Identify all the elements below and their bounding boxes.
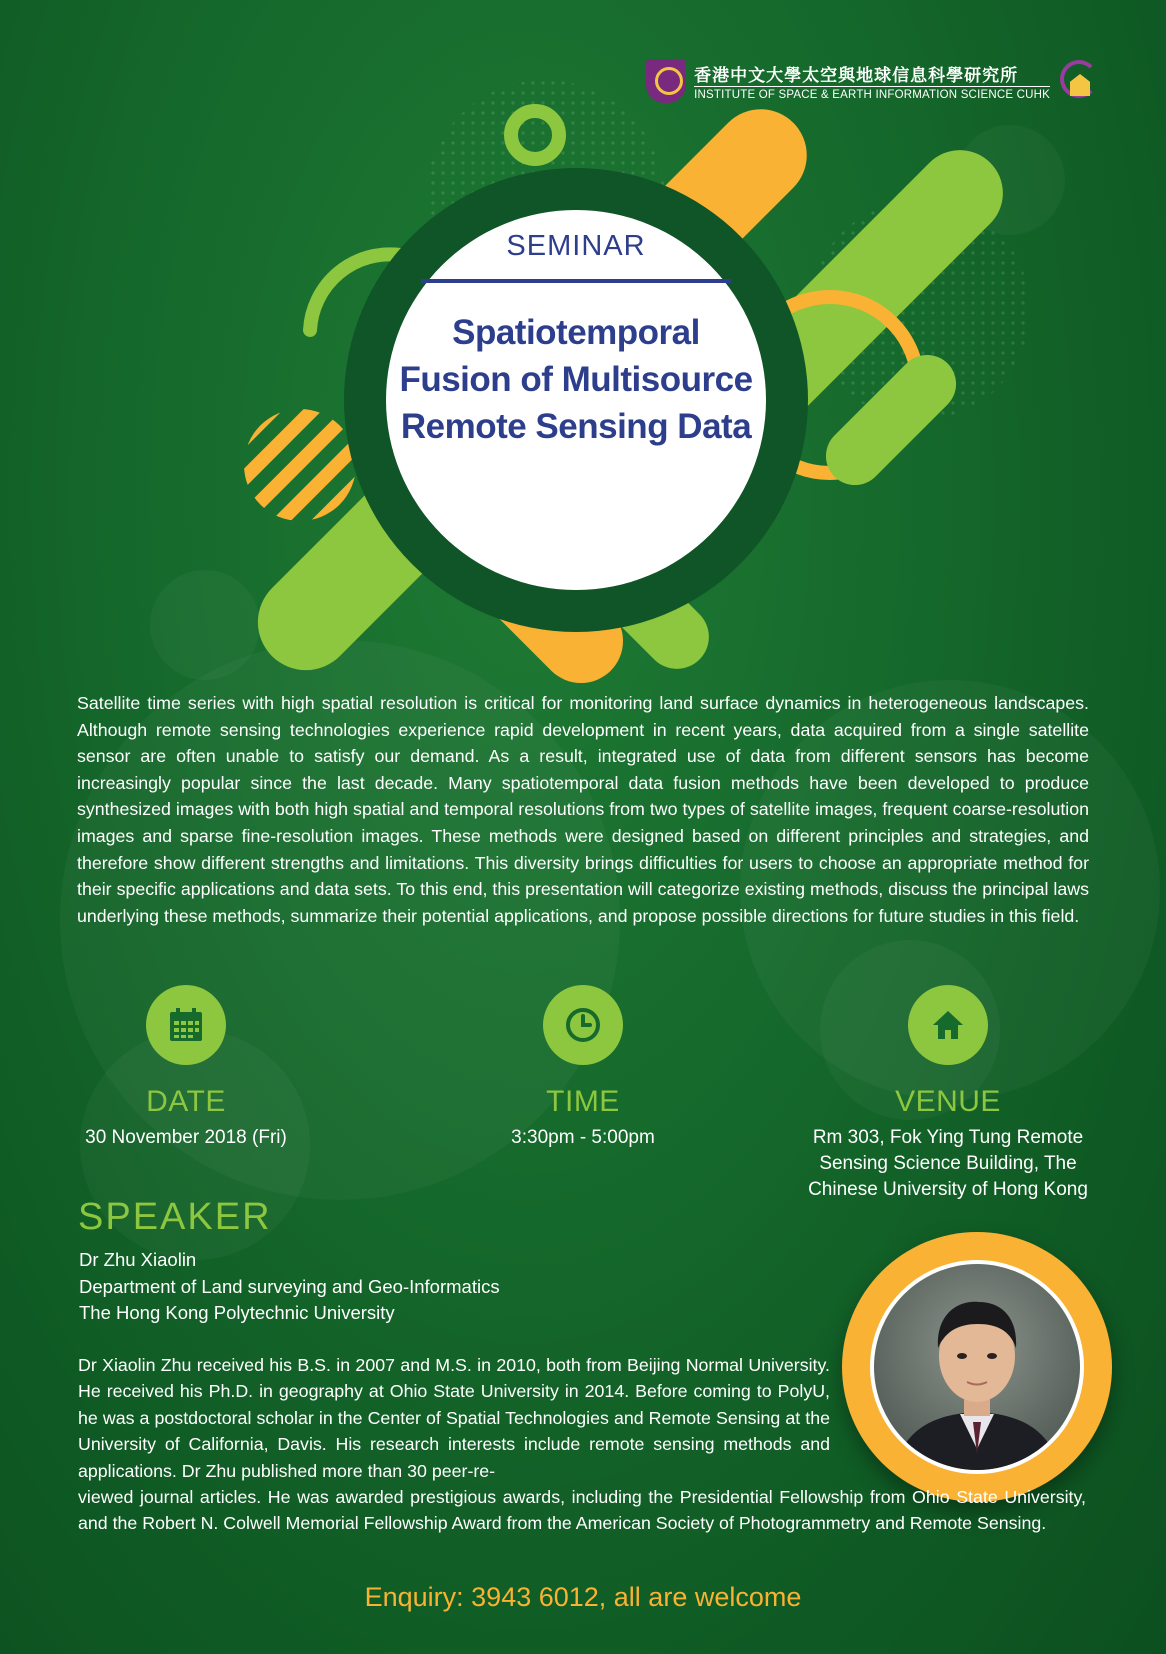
venue-section xyxy=(778,985,1118,1203)
speaker-department: Department of Land surveying and Geo-Informatics xyxy=(79,1275,500,1297)
speaker-info xyxy=(79,1247,500,1327)
institute-chinese-name: 香港中文大學太空與地球信息科學研究所 xyxy=(694,66,1019,86)
seminar-title: Spatiotemporal Fusion of Multisource Remote Sensing Data xyxy=(399,313,753,446)
enquiry-text: Enquiry: 3943 6012, all are welcome xyxy=(364,1582,802,1612)
speaker-bio-part1: Dr Xiaolin Zhu received his B.S. in 2007 and M.S. in 2010, both from Beijing Normal University. He received his Ph.D. in geography at Ohio State University in 2014. Before coming to PolyU, he was a postdoctoral scholar in the Center of Spatial Technologies and Remote Sensing at the University of California, Davis. His research interests include remote sensing methods and applications. Dr Zhu published more than 30 peer-re- xyxy=(78,1355,830,1481)
green-arc-shape xyxy=(310,254,400,330)
speaker-heading: SPEAKER xyxy=(78,1196,272,1238)
home-icon xyxy=(908,985,988,1065)
venue-heading: VENUE xyxy=(895,1085,1001,1118)
seminar-label: SEMINAR xyxy=(506,230,646,262)
time-value: 3:30pm - 5:00pm xyxy=(511,1127,655,1148)
speaker-bio-part2: viewed journal articles. He was awarded prestigious awards, including the Presidential Fellowship from Ohio State University, and the Robert N. Colwell Memorial Fellowship Award from the American Society of Photogrammetry and Remote Sensing. xyxy=(78,1487,1086,1534)
speaker-bio xyxy=(78,1352,1086,1537)
divider xyxy=(421,279,731,283)
abstract-text: Satellite time series with high spatial resolution is critical for monitoring land surface dynamics in heterogeneous landscapes. Although remote sensing technologies experience rapid development in recent years, data acquired from a single satellite sensor are often unable to satisfy our demand. As a result, integrated use of data from different sensors has become increasingly popular since the last decade. Many spatiotemporal data fusion methods have been developed to produce synthesized images with both high spatial and temporal resolutions from two types of satellite images, frequent coarse-resolution images and sparse fine-resolution images. These methods were designed based on different principles and strategies, and therefore show different strengths and limitations. This diversity brings difficulties for users to choose an appropriate method for their specific applications and data sets. To this end, this presentation will categorize existing methods, discuss the principal laws underlying these methods, summarize their potential applications, and propose possible directions for future studies in this field. xyxy=(77,693,1089,926)
time-section xyxy=(413,985,753,1151)
date-value: 30 November 2018 (Fri) xyxy=(85,1127,287,1148)
speaker-university: The Hong Kong Polytechnic University xyxy=(79,1302,395,1323)
seminar-title-circle xyxy=(386,210,766,590)
date-heading: DATE xyxy=(146,1085,226,1118)
speaker-name: Dr Zhu Xiaolin xyxy=(79,1249,197,1270)
institute-english-name: INSTITUTE OF SPACE & EARTH INFORMATION SCIENCE CUHK xyxy=(694,86,1050,101)
venue-value: Rm 303, Fok Ying Tung Remote Sensing Science Building, The Chinese University of Hong Kong xyxy=(808,1127,1088,1200)
calendar-icon xyxy=(146,985,226,1065)
time-heading: TIME xyxy=(546,1085,620,1118)
date-section xyxy=(16,985,356,1151)
clock-icon xyxy=(543,985,623,1065)
